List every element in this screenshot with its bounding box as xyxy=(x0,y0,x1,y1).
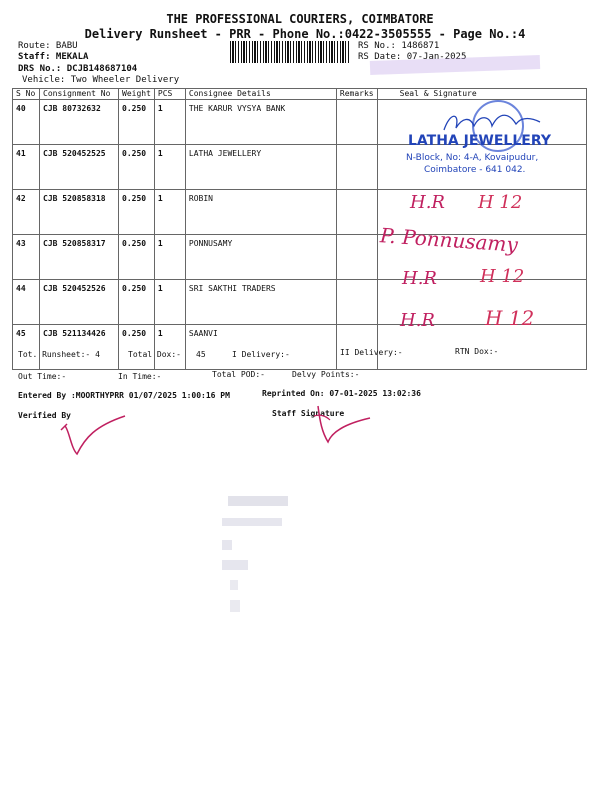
total-pod-label: Total POD:- xyxy=(212,370,265,379)
barcode-image xyxy=(230,41,350,63)
row-consignee: LATHA JEWELLERY xyxy=(185,145,336,190)
col-seal: Seal & Signature xyxy=(377,89,586,100)
total-dox-label: Total Dox:- xyxy=(128,350,181,359)
row-weight: 0.250 xyxy=(119,235,155,280)
entered-by: Entered By :MOORTHYPRR 01/07/2025 1:00:16 PM xyxy=(18,391,230,400)
row-consignee: SRI SAKTHI TRADERS xyxy=(185,280,336,325)
rs-date: RS Date: 07-Jan-2025 xyxy=(358,52,467,62)
col-consignment: Consignment No xyxy=(40,89,119,100)
staff-signature-label: Staff Signature xyxy=(272,409,345,418)
row-sno: 41 xyxy=(13,145,40,190)
stamp-address-line1: N-Block, No: 4-A, Kovaipudur, xyxy=(406,153,539,163)
col-remarks: Remarks xyxy=(336,89,377,100)
faded-bleed-mark xyxy=(230,580,238,590)
row-sno: 40 xyxy=(13,100,40,145)
row-consignment: CJB 80732632 xyxy=(40,100,119,145)
row-weight: 0.250 xyxy=(119,280,155,325)
route-label: Route: BABU xyxy=(18,41,78,51)
row-sno: 42 xyxy=(13,190,40,235)
row-remarks xyxy=(336,235,377,280)
faded-bleed-mark xyxy=(222,518,282,526)
row-sno: 45 xyxy=(13,325,40,370)
row-pcs: 1 xyxy=(154,190,185,235)
faded-bleed-mark xyxy=(230,600,240,612)
row-weight: 0.250 xyxy=(119,145,155,190)
stamp-company-name: LATHA JEWELLERY xyxy=(408,133,551,149)
runsheet-title: Delivery Runsheet - PRR - Phone No.:0422-3505555 - Page No.:4 xyxy=(84,27,526,41)
stamp-address-line2: Coimbatore - 641 042. xyxy=(424,165,526,175)
row-remarks xyxy=(336,145,377,190)
faded-bleed-mark xyxy=(222,540,232,550)
handwritten-mark: H 12 xyxy=(478,192,523,213)
drs-number: DRS No.: DCJB148687104 xyxy=(18,64,138,74)
handwritten-initials: H.R xyxy=(410,192,445,213)
row-pcs: 1 xyxy=(154,325,185,370)
verified-by-label: Verified By xyxy=(18,411,71,420)
row-remarks xyxy=(336,325,377,370)
staff-label: Staff: MEKALA xyxy=(18,52,89,62)
row-weight: 0.250 xyxy=(119,325,155,370)
row-remarks xyxy=(336,280,377,325)
delvy-points-label: Delvy Points:- xyxy=(292,370,360,379)
row-consignment: CJB 520858317 xyxy=(40,235,119,280)
total-dox-value: 45 xyxy=(196,350,206,359)
row-consignee: PONNUSAMY xyxy=(185,235,336,280)
handwritten-mark: H 12 xyxy=(485,306,535,330)
handwritten-mark: H 12 xyxy=(480,266,525,287)
row-pcs: 1 xyxy=(154,145,185,190)
faded-bleed-mark xyxy=(222,560,248,570)
faded-bleed-mark xyxy=(228,496,288,506)
row-remarks xyxy=(336,100,377,145)
company-title: THE PROFESSIONAL COURIERS, COIMBATORE xyxy=(166,12,434,26)
rtn-dox-label: RTN Dox:- xyxy=(455,347,499,356)
ii-delivery-label: II Delivery:- xyxy=(340,348,403,357)
signature-latha-icon xyxy=(440,108,550,138)
row-sno: 43 xyxy=(13,235,40,280)
row-weight: 0.250 xyxy=(119,190,155,235)
reprinted-on: Reprinted On: 07-01-2025 13:02:36 xyxy=(262,389,421,398)
row-consignment: CJB 520858318 xyxy=(40,190,119,235)
handwritten-initials: H.R xyxy=(400,310,435,331)
verified-signature-icon xyxy=(55,408,145,458)
row-consignee: THE KARUR VYSYA BANK xyxy=(185,100,336,145)
row-consignment: CJB 520452525 xyxy=(40,145,119,190)
handwritten-signature: P. Ponnusamy xyxy=(379,223,519,257)
row-remarks xyxy=(336,190,377,235)
col-consignee: Consignee Details xyxy=(185,89,336,100)
row-sno: 44 xyxy=(13,280,40,325)
in-time-label: In Time:- xyxy=(118,372,162,381)
row-consignee: ROBIN xyxy=(185,190,336,235)
row-pcs: 1 xyxy=(154,100,185,145)
row-consignment: CJB 520452526 xyxy=(40,280,119,325)
vehicle-label: Vehicle: Two Wheeler Delivery xyxy=(22,75,180,85)
row-consignment: CJB 521134426 xyxy=(40,325,119,370)
col-weight: Weight xyxy=(119,89,155,100)
rs-number: RS No.: 1486871 xyxy=(358,41,440,51)
row-consignee: SAANVI xyxy=(185,325,336,370)
i-delivery-label: I Delivery:- xyxy=(232,350,290,359)
row-pcs: 1 xyxy=(154,280,185,325)
row-pcs: 1 xyxy=(154,235,185,280)
row-weight: 0.250 xyxy=(119,100,155,145)
handwritten-initials: H.R xyxy=(402,268,437,289)
out-time-label: Out Time:- xyxy=(18,372,67,381)
table-row xyxy=(13,325,587,370)
col-pcs: PCS xyxy=(154,89,185,100)
col-sno: S No xyxy=(13,89,40,100)
staff-signature-icon xyxy=(300,402,380,447)
tot-runsheet: Tot. Runsheet:- 4 xyxy=(18,350,100,359)
